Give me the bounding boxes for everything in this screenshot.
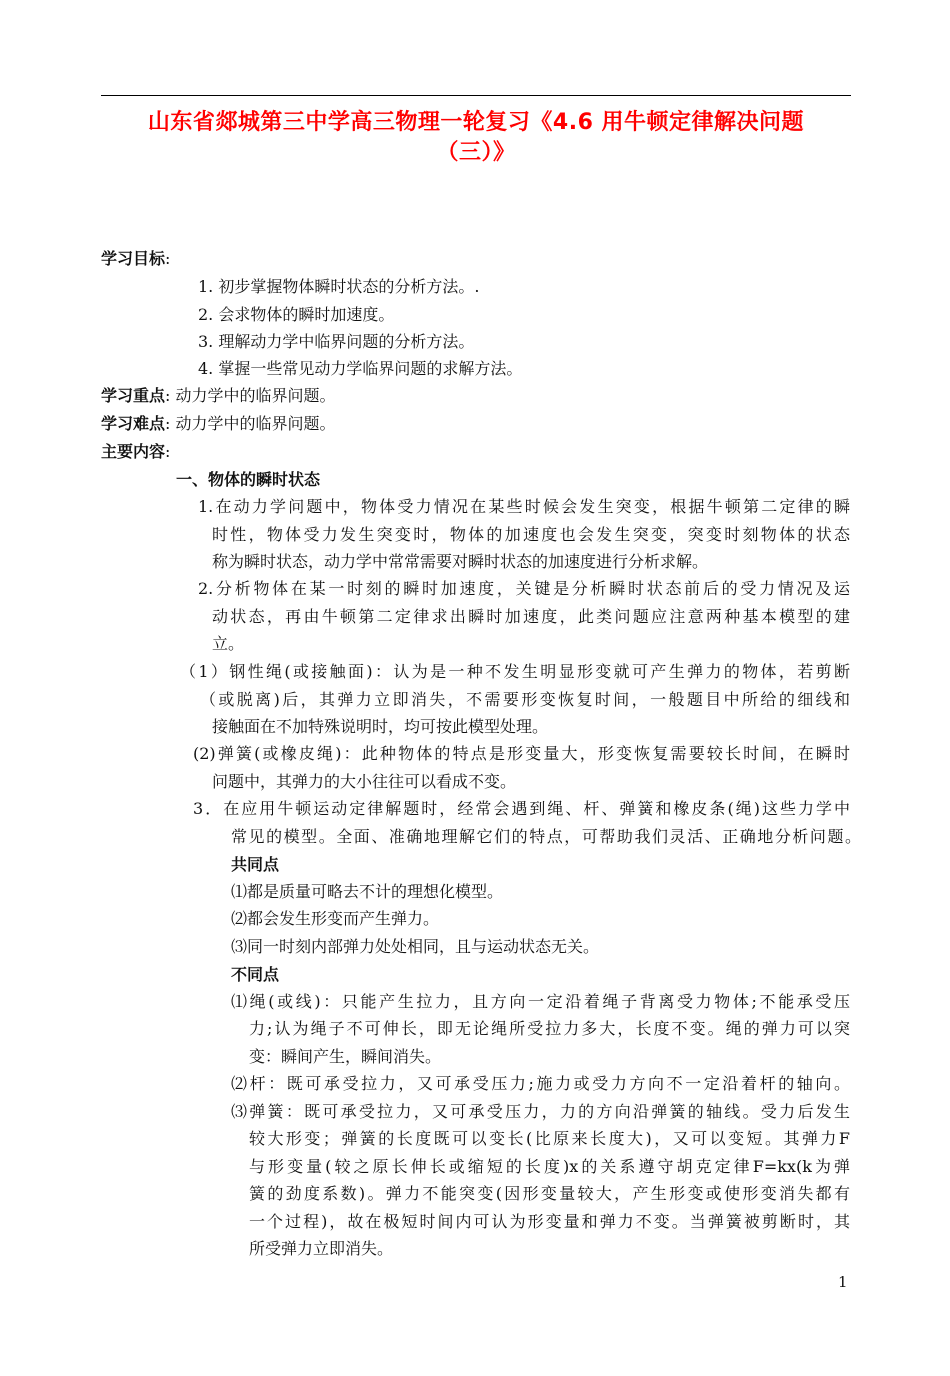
header-rule — [101, 95, 851, 96]
paragraph-3-line-2: 常见的模型。全面、准确地理解它们的特点，可帮助我们灵活、正确地分析问题。 — [231, 827, 861, 846]
focus-text: : 动力学中的临界问题。 — [165, 386, 336, 405]
paragraph-2-line-2: 动状态，再由牛顿第二定律求出瞬时加速度，此类问题应注意两种基本模型的建 — [212, 607, 850, 626]
spring-line-2: 较大形变；弹簧的长度既可以变长(比原来长度大)，又可以变短。其弹力F — [249, 1129, 850, 1148]
main-colon: : — [165, 442, 171, 461]
goal-item-2: 2. 会求物体的瞬时加速度。 — [198, 305, 395, 324]
section-heading: 一、物体的瞬时状态 — [176, 470, 321, 489]
rope-line-3: 变：瞬间产生，瞬间消失。 — [249, 1047, 442, 1066]
document-title — [101, 108, 851, 168]
paragraph-2-line-1: 2.分析物体在某一时刻的瞬时加速度，关键是分析瞬时状态前后的受力情况及运 — [198, 579, 850, 598]
common-point-2: ⑵都会发生形变而产生弹力。 — [231, 909, 440, 928]
paragraph-1-line-2: 时性，物体受力发生突变时，物体的加速度也会发生突变，突变时刻物体的状态 — [212, 525, 850, 544]
spring-line-1: ⑶弹簧：既可承受拉力，又可承受压力，力的方向沿弹簧的轴线。受力后发生 — [231, 1102, 850, 1121]
paragraph-1-line-3: 称为瞬时状态，动力学中常常需要对瞬时状态的加速度进行分析求解。 — [212, 552, 709, 571]
focus-label: 学习重点 — [101, 386, 166, 405]
common-point-1: ⑴都是质量可略去不计的理想化模型。 — [231, 882, 504, 901]
focus-line — [101, 385, 336, 407]
paragraph-2-line-3: 立。 — [212, 634, 245, 653]
page-number: 1 — [838, 1273, 848, 1291]
title-line-2: （三）》 — [436, 140, 516, 165]
paragraph-1-line-1: 1.在动力学问题中，物体受力情况在某些时候会发生突变，根据牛顿第二定律的瞬 — [198, 497, 850, 516]
goals-heading — [101, 248, 170, 270]
goal-item-1: 1. 初步掌握物体瞬时状态的分析方法。. — [198, 277, 480, 296]
model-2-line-1: (2)弹簧(或橡皮绳)：此种物体的特点是形变量大，形变恢复需要较长时间，在瞬时 — [193, 744, 850, 763]
rope-line-2: 力;认为绳子不可伸长，即无论绳所受拉力多大，长度不变。绳的弹力可以突 — [249, 1019, 850, 1038]
goals-label: 学习目标 — [101, 249, 166, 268]
goals-colon: : — [165, 249, 171, 268]
main-label: 主要内容 — [101, 442, 166, 461]
model-1-line-1: （1）钢性绳(或接触面)：认为是一种不发生明显形变就可产生弹力的物体，若剪断 — [180, 662, 850, 681]
spring-line-4: 簧的劲度系数)。弹力不能突变(因形变量较大，产生形变或使形变消失都有 — [249, 1184, 850, 1203]
difficulty-label: 学习难点 — [101, 414, 166, 433]
model-1-line-3: 接触面在不加特殊说明时，均可按此模型处理。 — [212, 717, 549, 736]
model-2-line-2: 问题中，其弹力的大小往往可以看成不变。 — [212, 772, 517, 791]
model-1-line-2: （或脱离)后，其弹力立即消失，不需要形变恢复时间，一般题目中所给的细线和 — [200, 690, 850, 709]
paragraph-3-line-1: 3．在应用牛顿运动定律解题时，经常会遇到绳、杆、弹簧和橡皮条(绳)这些力学中 — [193, 799, 850, 818]
difficulty-text: : 动力学中的临界问题。 — [165, 414, 336, 433]
spring-line-6: 所受弹力立即消失。 — [249, 1239, 394, 1258]
difficulty-line — [101, 413, 336, 435]
goal-item-4: 4. 掌握一些常见动力学临界问题的求解方法。 — [198, 359, 523, 378]
rod-line: ⑵杆：既可承受拉力，又可承受压力;施力或受力方向不一定沿着杆的轴向。 — [231, 1074, 850, 1093]
spring-line-3: 与形变量(较之原长伸长或缩短的长度)x的关系遵守胡克定律F=kx(k为弹 — [249, 1157, 850, 1176]
different-points-heading: 不同点 — [231, 965, 280, 984]
common-point-3: ⑶同一时刻内部弹力处处相同，且与运动状态无关。 — [231, 937, 600, 956]
common-points-heading: 共同点 — [231, 855, 280, 874]
goal-item-3: 3. 理解动力学中临界问题的分析方法。 — [198, 332, 475, 351]
main-content-heading — [101, 441, 170, 463]
rope-line-1: ⑴绳(或线)：只能产生拉力，且方向一定沿着绳子背离受力物体;不能承受压 — [231, 992, 850, 1011]
spring-line-5: 一个过程)，故在极短时间内可认为形变量和弹力不变。当弹簧被剪断时，其 — [249, 1212, 850, 1231]
title-line-1: 山东省郯城第三中学高三物理一轮复习《4.6 用牛顿定律解决问题 — [147, 110, 805, 135]
